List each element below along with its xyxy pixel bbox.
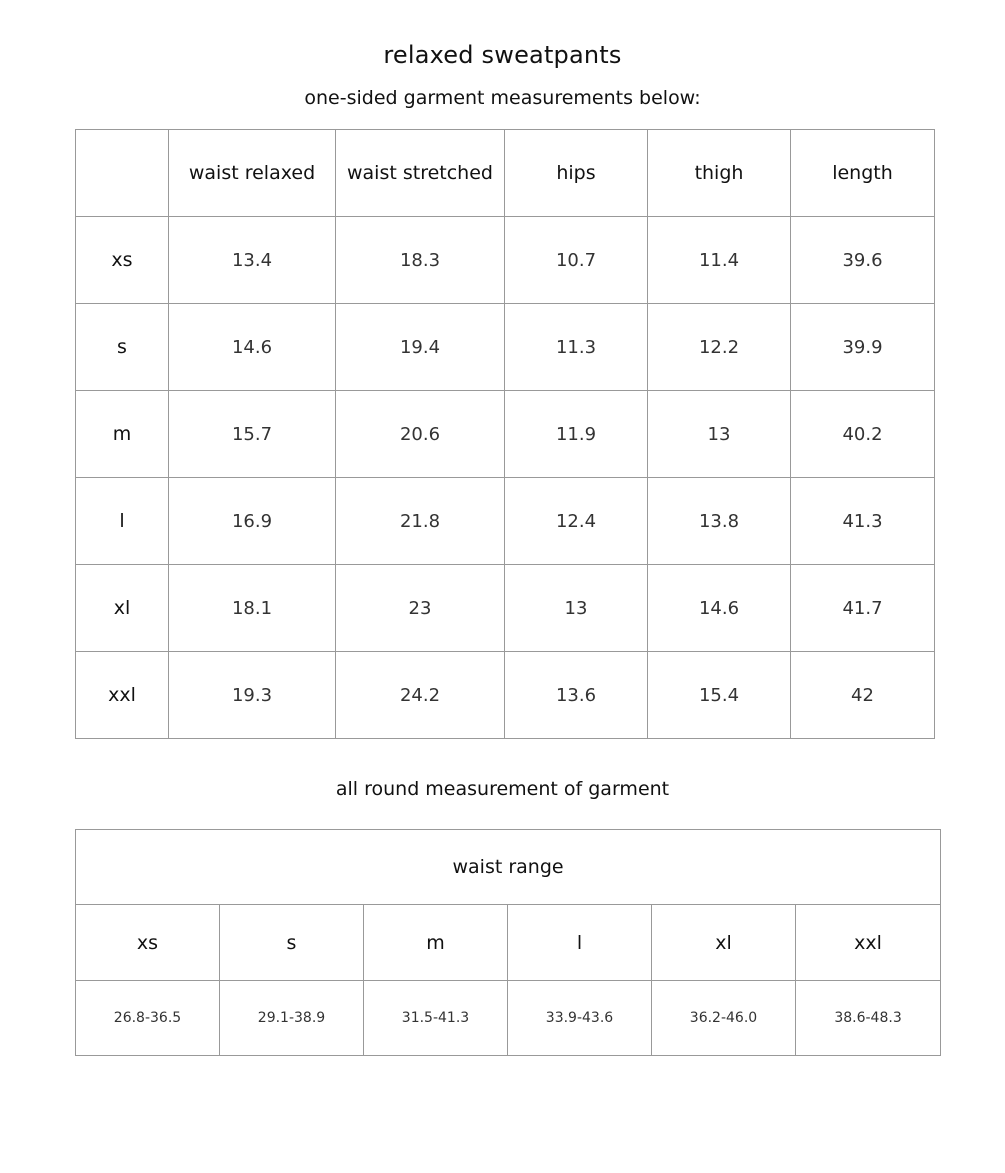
cell-length: 42 — [791, 652, 935, 739]
range-value: 26.8-36.5 — [76, 981, 220, 1056]
cell-length: 41.7 — [791, 565, 935, 652]
header-corner-cell — [76, 130, 169, 217]
header-length: length — [791, 130, 935, 217]
table-row — [76, 478, 935, 565]
cell-waist-stretched: 23 — [336, 565, 505, 652]
range-value: 38.6-48.3 — [796, 981, 941, 1056]
cell-waist-relaxed: 13.4 — [169, 217, 336, 304]
cell-thigh: 15.4 — [648, 652, 791, 739]
row-size-label: m — [76, 391, 169, 478]
range-size-label: l — [508, 905, 652, 981]
section-heading: all round measurement of garment — [335, 778, 670, 800]
header-waist-relaxed: waist relaxed — [169, 130, 336, 217]
header-hips: hips — [505, 130, 648, 217]
cell-waist-stretched: 21.8 — [336, 478, 505, 565]
cell-hips: 13.6 — [505, 652, 648, 739]
cell-waist-relaxed: 16.9 — [169, 478, 336, 565]
row-size-label: l — [76, 478, 169, 565]
header-thigh: thigh — [648, 130, 791, 217]
waist-range-table — [75, 829, 941, 1056]
cell-hips: 11.9 — [505, 391, 648, 478]
cell-hips: 11.3 — [505, 304, 648, 391]
range-size-label: xl — [652, 905, 796, 981]
row-size-label: xxl — [76, 652, 169, 739]
range-value: 29.1-38.9 — [220, 981, 364, 1056]
cell-thigh: 13.8 — [648, 478, 791, 565]
cell-thigh: 12.2 — [648, 304, 791, 391]
cell-waist-stretched: 24.2 — [336, 652, 505, 739]
range-value: 33.9-43.6 — [508, 981, 652, 1056]
range-size-label: m — [364, 905, 508, 981]
measurements-table — [75, 129, 935, 739]
table-row — [76, 652, 935, 739]
cell-length: 39.6 — [791, 217, 935, 304]
cell-waist-stretched: 20.6 — [336, 391, 505, 478]
range-size-row — [76, 905, 941, 981]
range-title-row — [76, 830, 941, 905]
range-size-label: xs — [76, 905, 220, 981]
table-row — [76, 565, 935, 652]
cell-waist-relaxed: 18.1 — [169, 565, 336, 652]
range-size-label: xxl — [796, 905, 941, 981]
cell-waist-relaxed: 19.3 — [169, 652, 336, 739]
waist-range-title: waist range — [76, 830, 941, 905]
cell-thigh: 13 — [648, 391, 791, 478]
cell-waist-relaxed: 14.6 — [169, 304, 336, 391]
page-title: relaxed sweatpants — [383, 41, 622, 69]
cell-hips: 10.7 — [505, 217, 648, 304]
cell-hips: 13 — [505, 565, 648, 652]
table-row — [76, 304, 935, 391]
table-header-row — [76, 130, 935, 217]
page-subtitle: one-sided garment measurements below: — [304, 87, 701, 109]
cell-waist-stretched: 19.4 — [336, 304, 505, 391]
row-size-label: xs — [76, 217, 169, 304]
table-row — [76, 217, 935, 304]
range-value-row — [76, 981, 941, 1056]
cell-length: 40.2 — [791, 391, 935, 478]
cell-waist-stretched: 18.3 — [336, 217, 505, 304]
cell-length: 41.3 — [791, 478, 935, 565]
range-value: 31.5-41.3 — [364, 981, 508, 1056]
row-size-label: s — [76, 304, 169, 391]
cell-length: 39.9 — [791, 304, 935, 391]
cell-thigh: 11.4 — [648, 217, 791, 304]
row-size-label: xl — [76, 565, 169, 652]
table-row — [76, 391, 935, 478]
range-size-label: s — [220, 905, 364, 981]
cell-waist-relaxed: 15.7 — [169, 391, 336, 478]
range-value: 36.2-46.0 — [652, 981, 796, 1056]
header-waist-stretched: waist stretched — [336, 130, 505, 217]
cell-hips: 12.4 — [505, 478, 648, 565]
cell-thigh: 14.6 — [648, 565, 791, 652]
